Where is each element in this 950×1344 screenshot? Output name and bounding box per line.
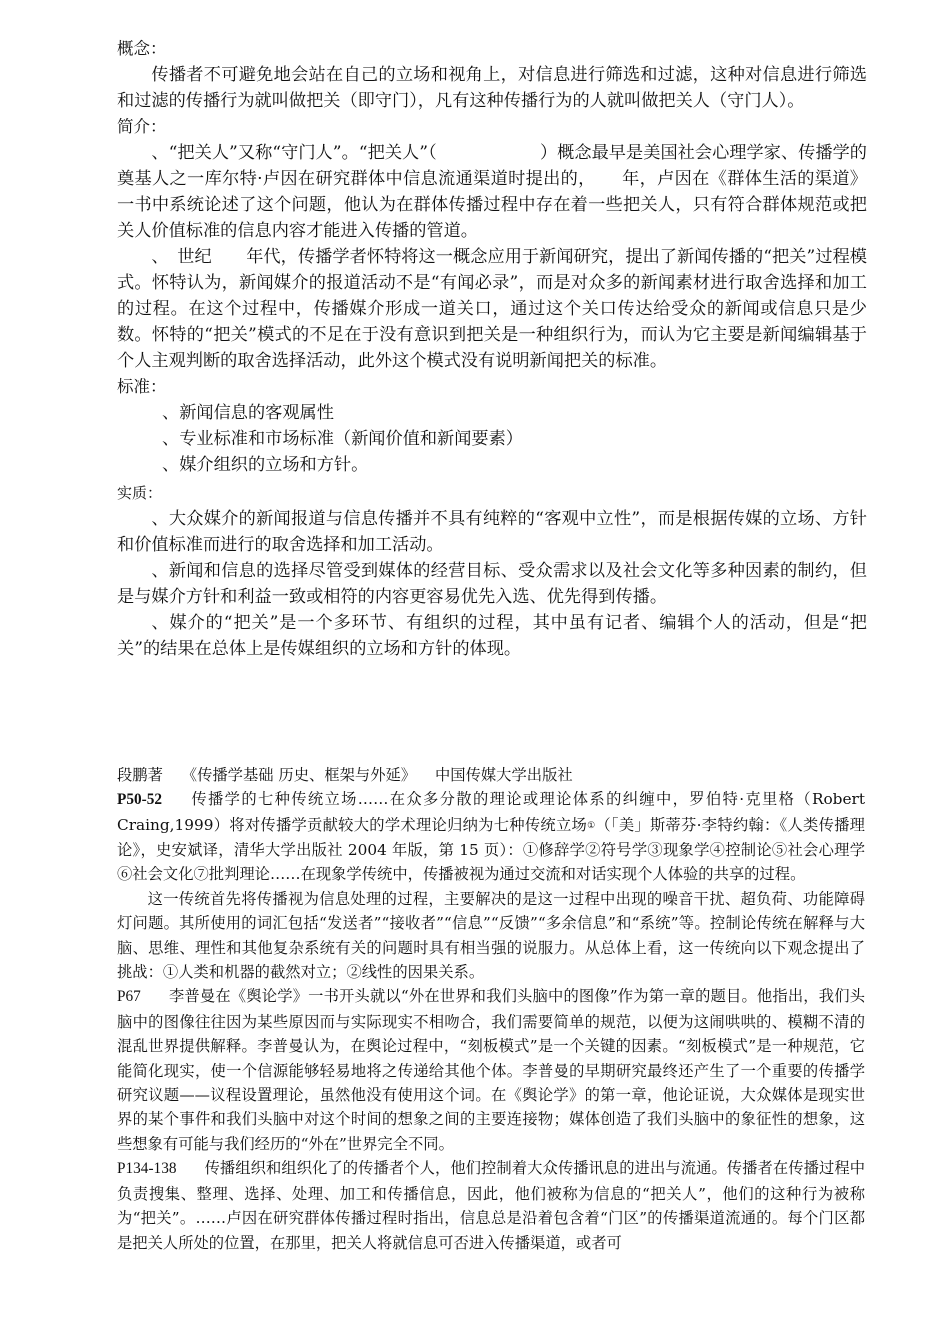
essence-item: 、媒介的“把关”是一个多环节、有组织的过程，其中虽有记者、编辑个人的活动，但是“把关”的结果在总体上是传媒组织的立场和方针的体现。: [117, 613, 867, 659]
essence-item: 、大众媒介的新闻报道与信息传播并不具有纯粹的“客观中立性”，而是根据传媒的立场、方针和价值标准而进行的取舍选择和加工活动。: [117, 509, 867, 555]
note-p50: [117, 787, 865, 886]
standards-item: 、新闻信息的客观属性: [162, 403, 334, 423]
source-author: 段鹏著: [117, 766, 163, 784]
note-text: 李普曼在《舆论学》一书开头就以“外在世界和我们头脑中的图像”作为第一章的题目。他指出，我们头脑中的图像往往因为某些原因而与实际现实不相吻合，我们需要简单的规范，以便为这闹哄哄的、模糊不清的混乱世界提供解释。李普曼认为，在舆论过程中，“刻板模式”是一个关键的因素。“刻板模式”是一种规范，它能简化现实，使一个信源能够轻易地将之传递给其他个体。李普曼的早期研究最终还产生了一个重要的传播学研究议题——议程设置理论，虽然他没有使用这个词。在《舆论学》的第一章，他论证说，大众媒体是现实世界的某个事件和我们头脑中对这个时间的想象之间的主要连接物；媒体创造了我们头脑中的象征性的想象，这些想象有可能与我们经历的“外在”世界完全不同。: [117, 987, 865, 1153]
concept-heading: 概念：: [117, 39, 167, 58]
intro-paragraph-2: 、 世纪 年代，传播学者怀特将这一概念应用于新闻研究，提出了新闻传播的“把关”过程模式。怀特认为，新闻媒介的报道活动不是“有闻必录”，而是对众多的新闻素材进行取舍选择和加工的过程。在这个过程中，传播媒介形成一道关口，通过这个关口传达给受众的新闻或信息只是少数。怀特的“把关”模式的不足在于没有意识到把关是一种组织行为，而认为它主要是新闻编辑基于个人主观判断的取舍选择活动，此外这个模式没有说明新闻把关的标准。: [117, 247, 867, 371]
note-text: 传播学的七种传统立场……在众多分散的理论或理论体系的纠缠中，罗伯特·克里格（Robert Craing,1999）将对传播学贡献较大的学术理论归纳为七种传统立场: [117, 790, 865, 834]
standards-item: 、专业标准和市场标准（新闻价值和新闻要素）: [162, 429, 523, 449]
essence-item: 、新闻和信息的选择尽管受到媒体的经营目标、受众需求以及社会文化等多种因素的制约，但是与媒介方针和利益一致或相符的内容更容易优先入选、优先得到传播。: [117, 561, 867, 607]
source-publisher: 中国传媒大学出版社: [434, 766, 573, 784]
gatekeeper-notes-section: [117, 36, 867, 662]
source-line: [117, 763, 865, 787]
note-text-continued: （「美」斯蒂芬·李特约翰：《人类传播理论》，史安斌译，清华大学出版社 2004 年版，第 15 页）：①修辞学②符号学③现象学④控制论⑤社会心理学⑥社会文化⑦批判理论……在现象学传统中，传播被视为通过交流和对话实现个人体验的共享的过程。: [117, 815, 865, 884]
note-p50-paragraph-2: 这一传统首先将传播视为信息处理的过程，主要解决的是这一过程中出现的噪音干扰、超负荷、功能障碍灯问题。其所使用的词汇包括“发送者”“接收者”“信息”“反馈”“多余信息”和“系统”等。控制论传统在解释与大脑、思维、理性和其他复杂系统有关的问题时具有相当强的说服力。从总体上看，这一传统向以下观念提出了挑战：①人类和机器的截然对立；②线性的因果关系。: [117, 889, 865, 982]
standards-item: 、媒介组织的立场和方针。: [162, 455, 369, 475]
intro-heading: 简介：: [117, 117, 167, 136]
source-book: 《传播学基础 历史、框架与外延》: [181, 766, 417, 784]
note-page-ref: P134-138: [117, 1160, 177, 1178]
footnote-marker: ①: [587, 820, 596, 831]
note-page-ref: P50-52: [117, 791, 163, 809]
concept-paragraph: 传播者不可避免地会站在自己的立场和视角上，对信息进行筛选和过滤，这种对信息进行筛选和过滤的传播行为就叫做把关（即守门），凡有这种传播行为的人就叫做把关人（守门人）。: [117, 65, 867, 111]
note-p134: [117, 1156, 865, 1255]
note-text: 传播组织和组织化了的传播者个人，他们控制着大众传播讯息的进出与流通。传播者在传播过程中负责搜集、整理、选择、处理、加工和传播信息，因此，他们被称为信息的“把关人”，他们的这种行为被称为“把关”。……卢因在研究群体传播过程时指出，信息总是沿着包含着“门区”的传播渠道流通的。每个门区都是把关人所处的位置，在那里，把关人将就信息可否进入传播渠道，或者可: [117, 1159, 865, 1252]
standards-heading: 标准：: [117, 377, 167, 396]
note-page-ref: P67: [117, 988, 141, 1006]
essence-heading: 实质：: [117, 484, 163, 502]
intro-paragraph-1: 、“把关人”又称“守门人”。“把关人”（ ）概念最早是美国社会心理学家、传播学的奠基人之一库尔特·卢因在研究群体中信息流通渠道时提出的， 年，卢因在《群体生活的渠道》一书中系统论述了这个问题，他认为在群体传播过程中存在着一些把关人，只有符合群体规范或把关人价值标准的信息内容才能进入传播的管道。: [117, 143, 867, 241]
reading-notes-section: [117, 763, 865, 1255]
note-p67: [117, 984, 865, 1156]
